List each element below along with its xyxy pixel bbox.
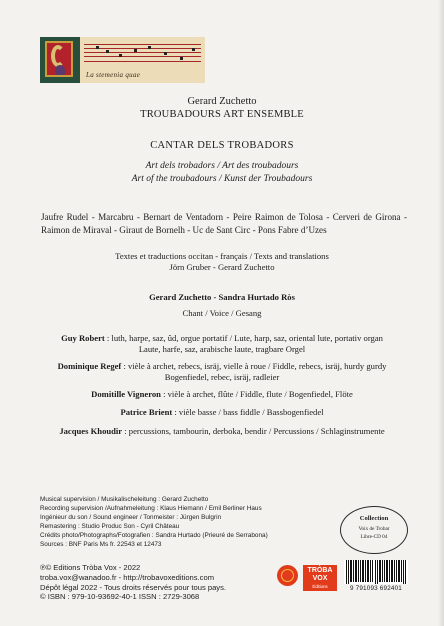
collection-number: Libre-CD 04 [360, 534, 388, 540]
music-staff-line [84, 44, 201, 45]
credit-line: Recording supervision /Aufnahmeleitung : Klaus Hiemann / Emil Berliner Haus [40, 505, 262, 513]
music-note [180, 57, 183, 60]
music-staff-line [84, 48, 201, 49]
manuscript-illustration [40, 37, 205, 83]
music-note [119, 54, 122, 57]
musician-instruments-de: Bogenfiedel, rebec, isräj, radleier [164, 372, 280, 382]
album-subtitle-line1: Art dels trobadors / Art des troubadours [145, 161, 299, 171]
credit-line: Musical supervision / Musikalischeleitung : Gerard Zuchetto [40, 496, 209, 503]
troubadours-list: Jaufre Rudel - Marcabru - Bernart de Ventadorn - Peire Raimon de Tolosa - Cerveri de Girona - Raimon de Miraval - Giraut de Bornelh - Uc de Sant Circ - Pons Fabre d’Uzes [41, 212, 407, 235]
collection-series: Voix de Trobar [358, 526, 390, 532]
performers-role: Chant / Voice / Gesang [182, 308, 262, 318]
production-credits [40, 495, 268, 550]
initial-figure [55, 65, 65, 75]
music-staff-line [84, 61, 201, 62]
musician-instruments: : percussions, tambourin, derboka, bendir / Percussions / Schlaginstrumente [122, 426, 385, 436]
texts-credit-line2: Jörn Gruber - Gerard Zuchetto [169, 262, 275, 272]
album-title: CANTAR DELS TROBADORS [150, 140, 294, 151]
credit-line: Crédits photo/Photographs/Fotografien : Sandra Hurtado (Prieuré de Serrabona) [40, 532, 268, 540]
musician-instruments: : vièle basse / bass fiddle / Bassbogenfiedel [172, 407, 324, 417]
musician-name: Dominique Regef [57, 361, 122, 371]
musician-entry [0, 426, 444, 437]
collection-title: Collection [359, 515, 389, 522]
musician-entry [0, 407, 444, 418]
performers-names: Gerard Zuchetto - Sandra Hurtado Ròs [149, 292, 295, 302]
manuscript-text: La stemenia quae [86, 71, 141, 79]
contact-line: troba.vox@wanadoo.fr - http://trobavoxeditions.com [40, 572, 215, 582]
musician-name: Patrice Brient [120, 407, 173, 417]
legal-deposit-line: Dépôt légal 2022 - Tous droits réservés pour tous pays. [40, 582, 227, 592]
artist-name: Gerard Zuchetto [187, 96, 257, 107]
troba-vox-emblem-icon [277, 565, 298, 586]
musician-instruments-de: Laute, harfe, saz, arabische laute, tragbare Orgel [138, 344, 306, 354]
musician-entry [0, 389, 444, 400]
collection-badge [340, 506, 408, 554]
musician-instruments: : luth, harpe, saz, ûd, orgue portatif / Lute, harp, saz, oriental lute, portativ organ [104, 333, 383, 343]
music-note [192, 48, 195, 51]
troba-vox-logo [303, 565, 337, 591]
logo-line3: Éditions [312, 584, 328, 589]
musician-name: Guy Robert [61, 333, 105, 343]
music-note [134, 49, 137, 52]
logo-line1: TRÒBA [307, 567, 333, 574]
credit-line: Sources : BNF Paris Ms fr. 22543 et 12473 [40, 541, 162, 549]
copyright-line: ℗© Editions Tròba Vox - 2022 [40, 563, 141, 572]
music-staff-line [84, 52, 201, 53]
ensemble-name: TROUBADOURS ART ENSEMBLE [140, 109, 304, 120]
barcode-number: 9 791093 692401 [349, 585, 403, 592]
credit-line: Ingénieur du son / Sound engineer / Tonmeister : Jürgen Bulgrin [40, 514, 222, 522]
barcode-icon [344, 560, 408, 584]
musician-entry [0, 361, 444, 383]
musician-name: Domitille Vigneron [91, 389, 161, 399]
musician-instruments: : vièle à archet, flûte / Fiddle, flute / Bogenfiedel, Flöte [160, 389, 353, 399]
illuminated-initial [40, 37, 80, 83]
music-note [148, 46, 151, 49]
music-staff-line [84, 56, 201, 57]
musician-name: Jacques Khoudir [59, 426, 123, 436]
music-note [96, 46, 99, 49]
isbn-line: © ISBN : 979-10-93692-40-1 ISSN : 2729-3068 [40, 592, 200, 602]
texts-credit [0, 251, 444, 273]
credit-line: Remastering : Studio Produc Son - Cyril Château [40, 523, 180, 531]
editions-legal [40, 563, 226, 602]
music-note [164, 52, 167, 55]
initial-letter [51, 45, 65, 67]
musician-entry [0, 333, 444, 355]
album-subtitle-line2: Art of the troubadours / Kunst der Troubadours [131, 174, 313, 184]
texts-credit-line1: Textes et traductions occitan - français / Texts and translations [115, 251, 329, 261]
logo-line2: VOX [312, 575, 328, 582]
music-note [106, 50, 109, 53]
musician-instruments: : vièle à archet, rebecs, isräj, vielle à roue / Fiddle, rebecs, isräj, hurdy gurdy [121, 361, 387, 371]
